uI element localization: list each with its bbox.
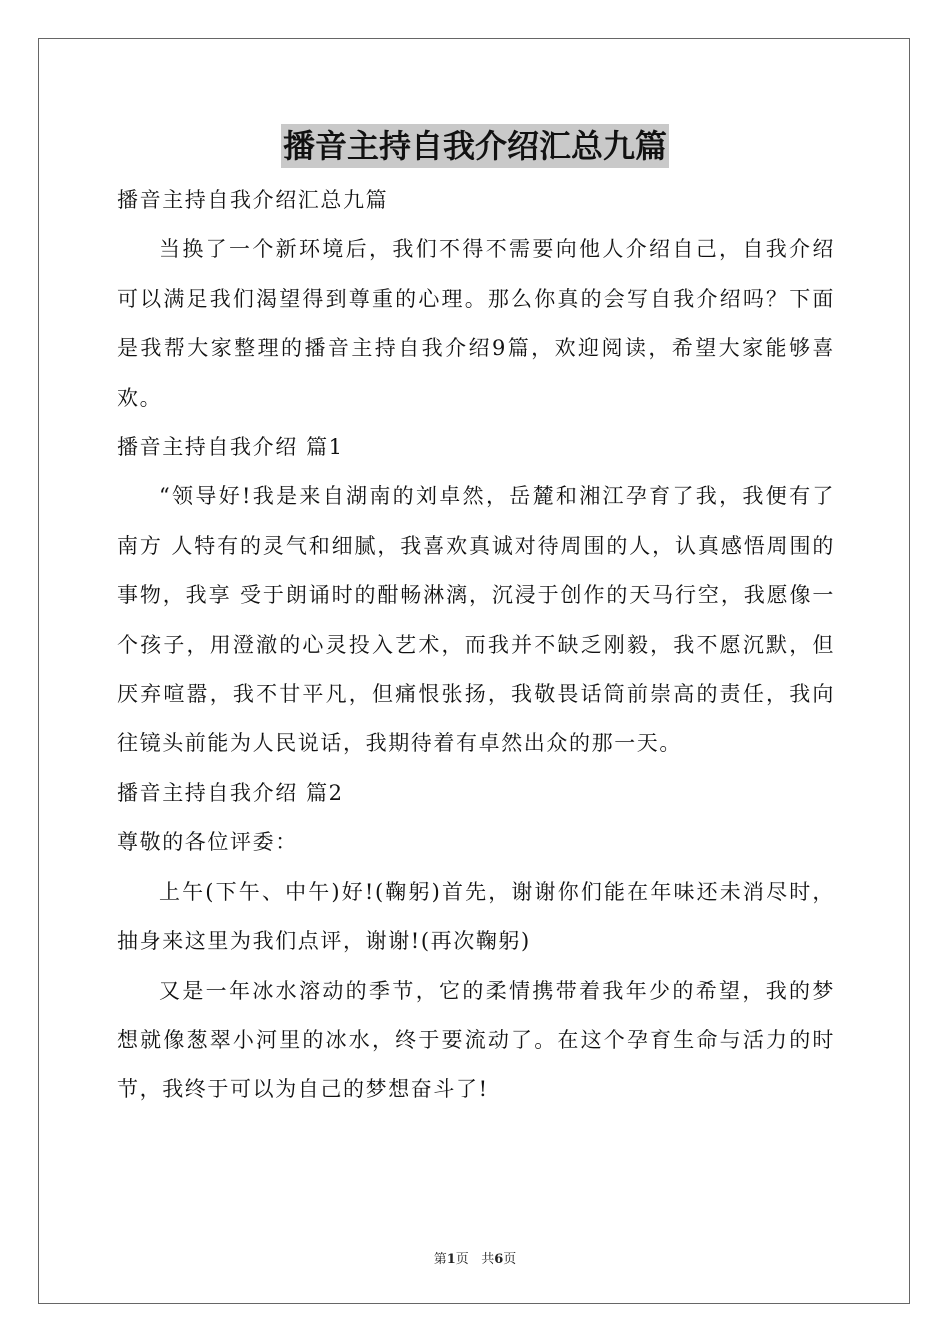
page-label-prefix: 第	[433, 1252, 447, 1267]
section-2-paragraph-1: 上午(下午、中午)好!(鞠躬)首先，谢谢你们能在年味还未消尽时，抽身来这里为我们点评，谢谢!(再次鞠躬)	[117, 879, 835, 954]
page-label-suffix: 页	[455, 1252, 469, 1267]
page-footer	[0, 1248, 950, 1267]
section-1-paragraph: “领导好!我是来自湖南的刘卓然，岳麓和湘江孕育了我，我便有了南方 人特有的灵气和细腻，我喜欢真诚对待周围的人，认真感悟周围的事物，我享 受于朗诵时的酣畅淋漓，沉浸于创作的天马行空，我愿像一个孩子，用澄澈的心灵投入艺术，而我并不缺乏刚毅，我不愿沉默，但厌弃喧嚣，我不甘平凡，但痛恨张扬，我敬畏话筒前崇高的责任，我向往镜头前能为人民说话，我期待着有卓然出众的那一天。	[117, 484, 835, 756]
intro-paragraph: 当换了一个新环境后，我们不得不需要向他人介绍自己，自我介绍可以满足我们渴望得到尊重的心理。那么你真的会写自我介绍吗？下面是我帮大家整理的播音主持自我介绍9篇，欢迎阅读，希望大家能够喜欢。	[117, 237, 835, 410]
section-2-paragraph-2: 又是一年冰水溶动的季节，它的柔情携带着我年少的希望，我的梦想就像葱翠小河里的冰水，终于要流动了。在这个孕育生命与活力的时节，我终于可以为自己的梦想奋斗了!	[117, 978, 835, 1102]
total-prefix: 共	[481, 1252, 495, 1267]
subtitle-line: 播音主持自我介绍汇总九篇	[117, 188, 389, 212]
document-title: 播音主持自我介绍汇总九篇	[281, 124, 669, 168]
total-suffix: 页	[503, 1252, 517, 1267]
page-number: 1	[446, 1252, 456, 1267]
salutation-line: 尊敬的各位评委：	[117, 830, 298, 855]
section-heading-2: 播音主持自我介绍 篇2	[117, 780, 344, 805]
section-heading-1: 播音主持自我介绍 篇1	[117, 435, 344, 460]
title-container	[0, 124, 950, 168]
document-body	[117, 176, 835, 1115]
total-pages: 6	[494, 1252, 504, 1267]
